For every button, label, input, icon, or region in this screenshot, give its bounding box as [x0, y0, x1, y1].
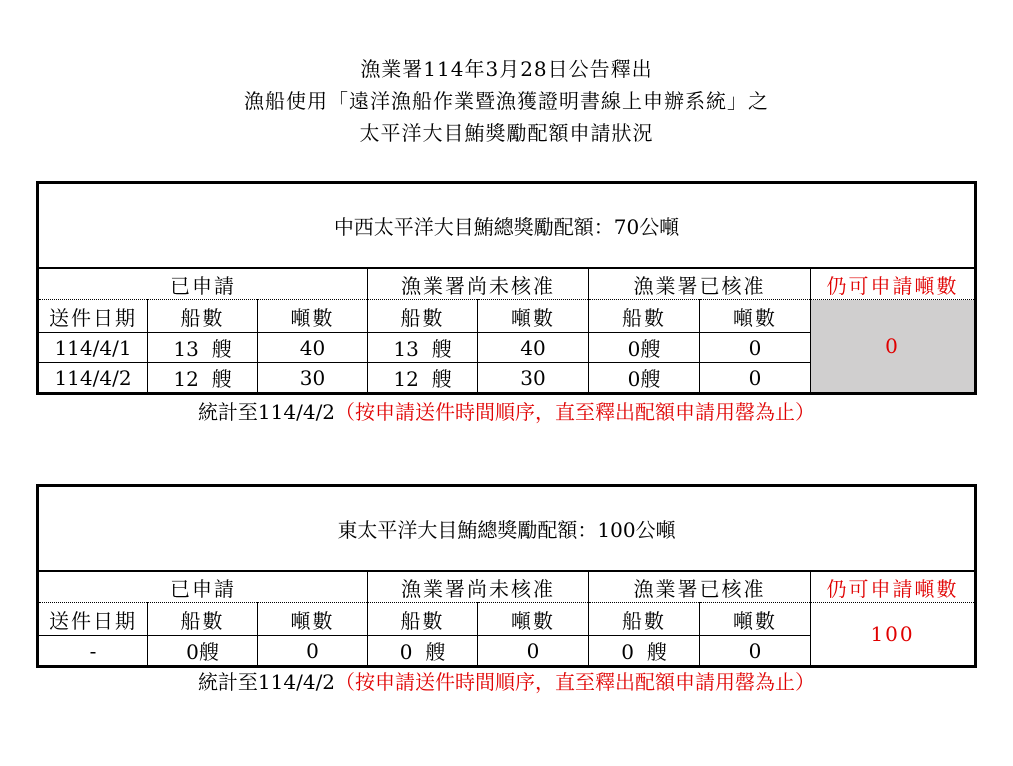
note-date: 統計至114/4/2 [197, 400, 336, 424]
cell-applied-boats: 13 艘 [148, 333, 258, 363]
cell-approved-tons: 0 [700, 333, 811, 363]
col-pending: 漁業署尚未核准 [368, 268, 589, 300]
col-approved: 漁業署已核准 [589, 571, 811, 603]
note-date: 統計至114/4/2 [197, 670, 336, 694]
cell-pending-tons: 40 [478, 333, 589, 363]
note-rule: （按申請送件時間順序，直至釋出配額申請用罄為止） [335, 400, 816, 424]
wcpo-quota-table [36, 181, 977, 395]
col-applied: 已申請 [38, 268, 368, 300]
cell-approved-boats: 0艘 [589, 333, 700, 363]
heading-line-1: 漁業署114年3月28日公告釋出 [360, 57, 653, 81]
col-boats: 船數 [589, 300, 700, 333]
cell-pending-boats: 0 艘 [368, 636, 478, 667]
note-rule: （按申請送件時間順序，直至釋出配額申請用罄為止） [335, 670, 816, 694]
cell-approved-boats: 0 艘 [589, 636, 700, 667]
col-boats: 船數 [148, 603, 258, 636]
cell-approved-tons: 0 [700, 636, 811, 667]
col-pending: 漁業署尚未核准 [368, 571, 589, 603]
col-tons: 噸數 [700, 300, 811, 333]
cell-applied-tons: 0 [258, 636, 368, 667]
table-note [0, 396, 1013, 425]
cell-pending-tons: 0 [478, 636, 589, 667]
cell-applied-boats: 0艘 [148, 636, 258, 667]
heading-line-3: 太平洋大目鮪獎勵配額申請狀況 [359, 121, 654, 145]
col-boats: 船數 [368, 603, 478, 636]
col-tons: 噸數 [478, 603, 589, 636]
cell-approved-boats: 0艘 [589, 363, 700, 394]
col-tons: 噸數 [258, 300, 368, 333]
cell-pending-boats: 12 艘 [368, 363, 478, 394]
cell-applied-boats: 12 艘 [148, 363, 258, 394]
col-tons: 噸數 [700, 603, 811, 636]
col-boats: 船數 [368, 300, 478, 333]
col-tons: 噸數 [258, 603, 368, 636]
col-remaining: 仍可申請噸數 [811, 571, 976, 603]
remaining-value: 100 [811, 603, 976, 667]
col-boats: 船數 [148, 300, 258, 333]
cell-applied-tons: 40 [258, 333, 368, 363]
epo-quota-table [36, 484, 977, 668]
cell-date: 114/4/2 [38, 363, 148, 394]
cell-date: 114/4/1 [38, 333, 148, 363]
cell-applied-tons: 30 [258, 363, 368, 394]
page-heading [0, 53, 1013, 149]
col-applied: 已申請 [38, 571, 368, 603]
cell-pending-tons: 30 [478, 363, 589, 394]
col-approved: 漁業署已核准 [589, 268, 811, 300]
table-note [0, 666, 1013, 695]
col-remaining: 仍可申請噸數 [811, 268, 976, 300]
table-title: 中西太平洋大目鮪總獎勵配額：70公噸 [38, 183, 976, 269]
cell-pending-boats: 13 艘 [368, 333, 478, 363]
heading-line-2: 漁船使用「遠洋漁船作業暨漁獲證明書線上申辦系統」之 [244, 89, 769, 113]
table-title: 東太平洋大目鮪總獎勵配額：100公噸 [38, 486, 976, 572]
col-boats: 船數 [589, 603, 700, 636]
col-date: 送件日期 [38, 300, 148, 333]
col-date: 送件日期 [38, 603, 148, 636]
col-tons: 噸數 [478, 300, 589, 333]
cell-date: - [38, 636, 148, 667]
cell-approved-tons: 0 [700, 363, 811, 394]
remaining-value: 0 [811, 300, 976, 394]
